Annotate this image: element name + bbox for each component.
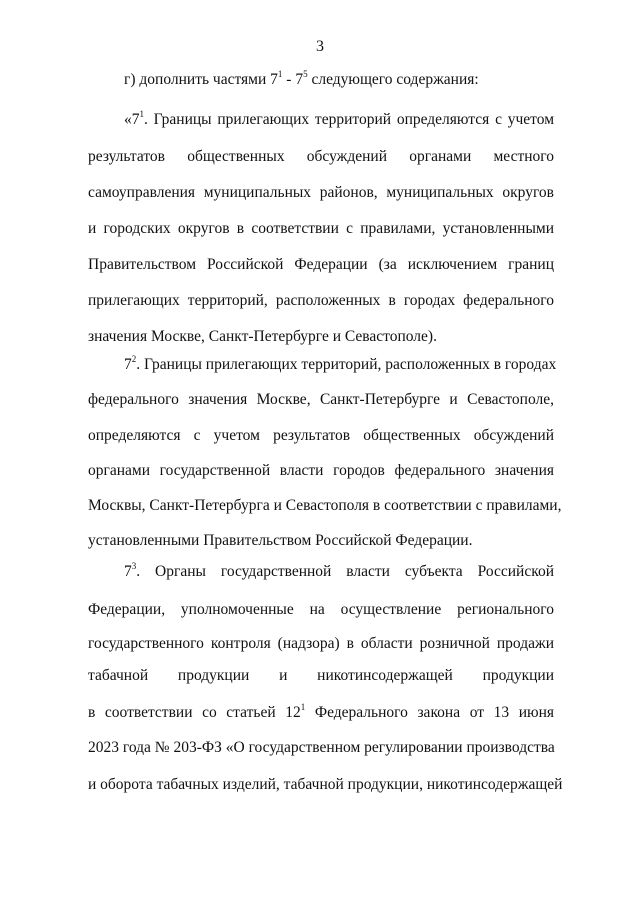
text-line-8: значения Москве, Санкт-Петербурге и Севастополе). — [88, 328, 437, 345]
text-line-15: $7^3$. Органы государственной власти субъекта Российской — [124, 561, 554, 580]
text-line-1: г) дополнить частями $7^1 - 7^5$ следующего содержания: — [124, 69, 479, 88]
text-line-5: и городских округов в соответствии с правилами, установленными — [88, 220, 554, 237]
text-line-12: органами государственной власти городов федерального значения — [88, 462, 554, 479]
text-line-13: Москвы, Санкт-Петербурга и Севастополя в соответствии с правилами, — [88, 497, 562, 514]
page-number: 3 — [316, 38, 324, 55]
text-line-14: установленными Правительством Российской Федерации. — [88, 532, 473, 549]
text-line-10: федерального значения Москве, Санкт-Петербурге и Севастополе, — [88, 391, 554, 408]
text-line-21: и оборота табачных изделий, табачной продукции, никотинсодержащей — [88, 776, 563, 793]
text-line-20: 2023 года № 203-ФЗ «О государственном регулировании производства — [88, 739, 555, 756]
text-line-11: определяются с учетом результатов общественных обсуждений — [88, 427, 554, 444]
text-line-7: прилегающих территорий, расположенных в городах федерального — [88, 292, 554, 309]
text-line-18: табачной продукции и никотинсодержащей продукции — [88, 667, 554, 684]
text-line-3: результатов общественных обсуждений органами местного — [88, 148, 554, 165]
text-line-17: государственного контроля (надзора) в области розничной продажи — [88, 635, 554, 652]
text-line-2: «$7^1$. Границы прилегающих территорий определяются с учетом — [124, 109, 554, 128]
text-line-16: Федерации, уполномоченные на осуществление регионального — [88, 601, 554, 618]
text-line-19: в соответствии со статьей $12^1$ Федерального закона от 13 июня — [88, 702, 554, 721]
text-line-6: Правительством Российской Федерации (за исключением границ — [88, 256, 554, 273]
text-line-4: самоуправления муниципальных районов, муниципальных округов — [88, 184, 554, 201]
text-line-9: $7^2$. Границы прилегающих территорий, расположенных в городах — [124, 354, 557, 373]
